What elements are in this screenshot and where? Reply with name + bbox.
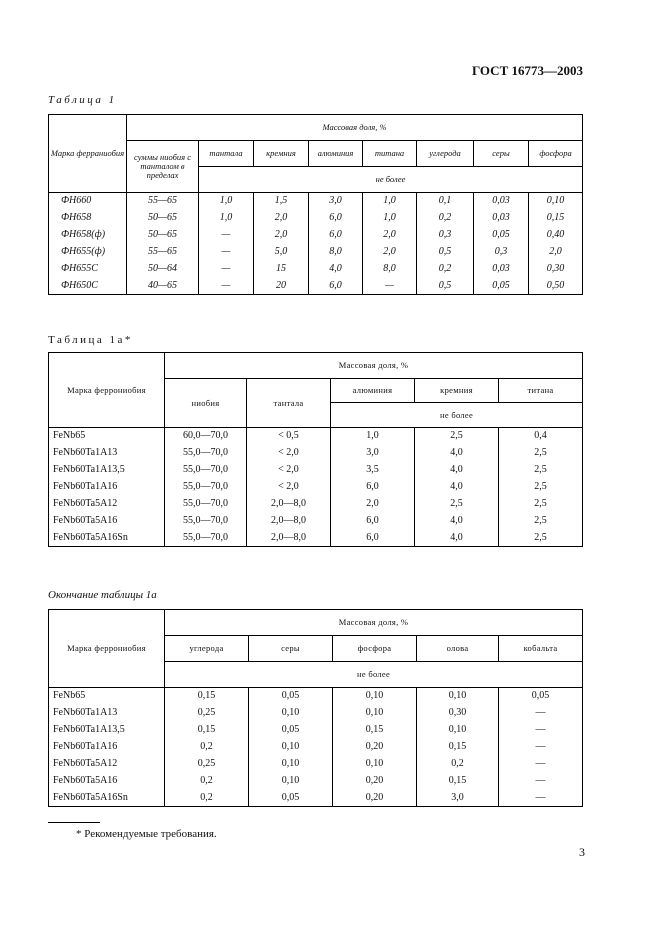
- cell-value: 0,25: [165, 756, 249, 773]
- table2-col-header: кремния: [415, 379, 499, 403]
- cell-value: < 2,0: [247, 445, 331, 462]
- table3-col-header: серы: [249, 636, 333, 662]
- cell-value: 0,50: [529, 278, 583, 295]
- row-brand: FeNb60Ta1A13: [49, 705, 165, 722]
- table1-col-header: тантала: [199, 141, 254, 167]
- cell-value: 4,0: [415, 479, 499, 496]
- cell-value: 55,0—70,0: [165, 462, 247, 479]
- table1-col-header: фосфора: [529, 141, 583, 167]
- cell-value: 4,0: [415, 513, 499, 530]
- cell-value: 0,05: [249, 722, 333, 739]
- cell-value: 2,0: [254, 210, 309, 227]
- table2-col-header: титана: [499, 379, 583, 403]
- cell-value: 0,2: [417, 261, 474, 278]
- cell-value: 0,20: [333, 790, 417, 807]
- cell-value: 0,1: [417, 193, 474, 210]
- row-brand: FeNb60Ta5A12: [49, 496, 165, 513]
- table3: [48, 609, 583, 807]
- cell-value: 0,4: [499, 428, 583, 445]
- cell-value: 0,20: [333, 739, 417, 756]
- table-row: [49, 513, 583, 530]
- cell-value: 2,5: [499, 445, 583, 462]
- table-row: [49, 445, 583, 462]
- table2-col-niobium: ниобия: [165, 379, 247, 428]
- cell-value: 0,10: [249, 705, 333, 722]
- row-brand: FeNb60Ta5A16: [49, 513, 165, 530]
- cell-value: 4,0: [415, 530, 499, 547]
- table-row: [49, 773, 583, 790]
- cell-value: 55,0—70,0: [165, 513, 247, 530]
- cell-value: 0,03: [474, 210, 529, 227]
- cell-value: 6,0: [331, 479, 415, 496]
- table1-not-more: не более: [199, 167, 583, 193]
- cell-value: 0,15: [417, 773, 499, 790]
- cell-value: 50—64: [127, 261, 199, 278]
- table2-not-more: не более: [331, 403, 583, 428]
- cell-value: 3,0: [309, 193, 363, 210]
- cell-value: 1,0: [331, 428, 415, 445]
- cell-value: 6,0: [309, 227, 363, 244]
- cell-value: 40—65: [127, 278, 199, 295]
- cell-value: 55,0—70,0: [165, 496, 247, 513]
- cell-value: 2,5: [499, 496, 583, 513]
- cell-value: 0,03: [474, 193, 529, 210]
- cell-value: 0,30: [417, 705, 499, 722]
- cell-value: —: [363, 278, 417, 295]
- row-brand: FeNb60Ta5A16: [49, 773, 165, 790]
- cell-value: 0,05: [249, 688, 333, 705]
- cell-value: —: [499, 739, 583, 756]
- cell-value: 0,5: [417, 278, 474, 295]
- table1-col-header: кремния: [254, 141, 309, 167]
- cell-value: 0,2: [165, 739, 249, 756]
- row-brand: FeNb60Ta1A13,5: [49, 722, 165, 739]
- table-row: [49, 428, 583, 445]
- cell-value: 0,5: [417, 244, 474, 261]
- table-row: [49, 462, 583, 479]
- cell-value: —: [499, 722, 583, 739]
- cell-value: 3,0: [331, 445, 415, 462]
- row-brand: FeNb65: [49, 428, 165, 445]
- cell-value: < 0,5: [247, 428, 331, 445]
- cell-value: 2,0: [331, 496, 415, 513]
- cell-value: —: [199, 261, 254, 278]
- table-row: [49, 790, 583, 807]
- footnote-divider: [48, 822, 100, 823]
- cell-value: 2,0—8,0: [247, 496, 331, 513]
- cell-value: 0,25: [165, 705, 249, 722]
- cell-value: 0,15: [165, 688, 249, 705]
- cell-value: 0,05: [474, 227, 529, 244]
- cell-value: 4,0: [309, 261, 363, 278]
- cell-value: 6,0: [331, 513, 415, 530]
- cell-value: 55,0—70,0: [165, 479, 247, 496]
- cell-value: 55—65: [127, 193, 199, 210]
- cell-value: —: [499, 790, 583, 807]
- table3-col-brand: Марка феррониобия: [49, 610, 165, 688]
- cell-value: 1,0: [199, 193, 254, 210]
- table-row: [49, 739, 583, 756]
- row-brand: ФН655(ф): [49, 244, 127, 261]
- cell-value: 0,10: [333, 756, 417, 773]
- cell-value: < 2,0: [247, 479, 331, 496]
- table-row: [49, 530, 583, 547]
- standard-header: ГОСТ 16773—2003: [471, 63, 583, 78]
- cell-value: 1,0: [199, 210, 254, 227]
- cell-value: 0,2: [417, 210, 474, 227]
- cell-value: 4,0: [415, 462, 499, 479]
- table-row: [49, 210, 583, 227]
- table1-caption: Таблица 1: [48, 94, 117, 106]
- cell-value: 0,15: [165, 722, 249, 739]
- cell-value: 6,0: [309, 278, 363, 295]
- cell-value: 0,15: [529, 210, 583, 227]
- cell-value: 50—65: [127, 227, 199, 244]
- cell-value: 2,0: [363, 244, 417, 261]
- cell-value: 4,0: [415, 445, 499, 462]
- cell-value: —: [499, 756, 583, 773]
- cell-value: 0,05: [249, 790, 333, 807]
- cell-value: 2,0—8,0: [247, 513, 331, 530]
- cell-value: 0,10: [249, 773, 333, 790]
- cell-value: 2,5: [415, 428, 499, 445]
- cell-value: 0,2: [165, 773, 249, 790]
- cell-value: 2,5: [499, 479, 583, 496]
- cell-value: 0,05: [474, 278, 529, 295]
- cell-value: 0,05: [499, 688, 583, 705]
- table2: [48, 352, 583, 547]
- row-brand: FeNb65: [49, 688, 165, 705]
- cell-value: 0,10: [417, 722, 499, 739]
- cell-value: 3,0: [417, 790, 499, 807]
- cell-value: 2,5: [499, 513, 583, 530]
- cell-value: 1,0: [363, 210, 417, 227]
- table2-col-brand: Марка феррониобия: [49, 353, 165, 428]
- row-brand: FeNb60Ta1A13,5: [49, 462, 165, 479]
- cell-value: 0,40: [529, 227, 583, 244]
- row-brand: FeNb60Ta5A12: [49, 756, 165, 773]
- table1-col-header: титана: [363, 141, 417, 167]
- table-row: [49, 496, 583, 513]
- table3-col-header: углерода: [165, 636, 249, 662]
- cell-value: 60,0—70,0: [165, 428, 247, 445]
- cell-value: 0,20: [333, 773, 417, 790]
- page-number: 3: [579, 845, 585, 859]
- table2-col-header: алюминия: [331, 379, 415, 403]
- cell-value: 0,10: [417, 688, 499, 705]
- cell-value: 6,0: [309, 210, 363, 227]
- row-brand: FeNb60Ta5A16Sn: [49, 530, 165, 547]
- table1-group-header: Массовая доля, %: [127, 115, 583, 141]
- table3-col-header: кобальта: [499, 636, 583, 662]
- table1-col-brand: Марка ферраниобия: [49, 115, 127, 193]
- cell-value: —: [199, 227, 254, 244]
- cell-value: 55,0—70,0: [165, 445, 247, 462]
- table1-col-sum: суммы ниобия с танталом в пределах: [127, 141, 199, 193]
- cell-value: 2,0: [363, 227, 417, 244]
- table-row: [49, 244, 583, 261]
- cell-value: 2,5: [499, 462, 583, 479]
- cell-value: 15: [254, 261, 309, 278]
- table1-col-header: серы: [474, 141, 529, 167]
- cell-value: 0,10: [249, 756, 333, 773]
- cell-value: 0,15: [417, 739, 499, 756]
- footnote: * Рекомендуемые требования.: [76, 828, 217, 840]
- table2-caption: Таблица 1а*: [48, 334, 133, 346]
- cell-value: 2,0: [254, 227, 309, 244]
- row-brand: ФН655С: [49, 261, 127, 278]
- cell-value: 8,0: [309, 244, 363, 261]
- table-row: [49, 278, 583, 295]
- cell-value: 0,10: [249, 739, 333, 756]
- table3-group-header: Массовая доля, %: [165, 610, 583, 636]
- table-row: [49, 227, 583, 244]
- table-row: [49, 756, 583, 773]
- cell-value: 2,5: [499, 530, 583, 547]
- cell-value: 50—65: [127, 210, 199, 227]
- cell-value: 2,0: [529, 244, 583, 261]
- table2-col-tantalum: тантала: [247, 379, 331, 428]
- table2-group-header: Массовая доля, %: [165, 353, 583, 379]
- table-row: [49, 261, 583, 278]
- row-brand: FeNb60Ta1A16: [49, 479, 165, 496]
- table1: [48, 114, 583, 295]
- table-row: [49, 705, 583, 722]
- cell-value: 0,10: [333, 705, 417, 722]
- cell-value: 1,5: [254, 193, 309, 210]
- cell-value: 55—65: [127, 244, 199, 261]
- cell-value: —: [499, 705, 583, 722]
- cell-value: 0,2: [165, 790, 249, 807]
- table1-col-header: алюминия: [309, 141, 363, 167]
- table3-caption: Окончание таблицы 1а: [48, 589, 157, 601]
- cell-value: 0,3: [417, 227, 474, 244]
- table3-not-more: не более: [165, 662, 583, 688]
- table-row: [49, 479, 583, 496]
- cell-value: 5,0: [254, 244, 309, 261]
- row-brand: ФН660: [49, 193, 127, 210]
- cell-value: 2,0—8,0: [247, 530, 331, 547]
- row-brand: FeNb60Ta1A16: [49, 739, 165, 756]
- cell-value: 0,2: [417, 756, 499, 773]
- cell-value: 0,3: [474, 244, 529, 261]
- cell-value: —: [499, 773, 583, 790]
- table3-col-header: олова: [417, 636, 499, 662]
- cell-value: —: [199, 278, 254, 295]
- cell-value: 0,03: [474, 261, 529, 278]
- row-brand: FeNb60Ta1A13: [49, 445, 165, 462]
- table-row: [49, 193, 583, 210]
- row-brand: ФН658: [49, 210, 127, 227]
- cell-value: 0,15: [333, 722, 417, 739]
- table3-col-header: фосфора: [333, 636, 417, 662]
- row-brand: ФН658(ф): [49, 227, 127, 244]
- table-row: [49, 722, 583, 739]
- cell-value: 55,0—70,0: [165, 530, 247, 547]
- cell-value: 0,10: [333, 688, 417, 705]
- cell-value: 3,5: [331, 462, 415, 479]
- cell-value: 0,10: [529, 193, 583, 210]
- cell-value: < 2,0: [247, 462, 331, 479]
- row-brand: ФН650С: [49, 278, 127, 295]
- cell-value: 0,30: [529, 261, 583, 278]
- cell-value: 1,0: [363, 193, 417, 210]
- table1-col-header: углерода: [417, 141, 474, 167]
- cell-value: 2,5: [415, 496, 499, 513]
- table-row: [49, 688, 583, 705]
- cell-value: —: [199, 244, 254, 261]
- cell-value: 8,0: [363, 261, 417, 278]
- cell-value: 20: [254, 278, 309, 295]
- row-brand: FeNb60Ta5A16Sn: [49, 790, 165, 807]
- cell-value: 6,0: [331, 530, 415, 547]
